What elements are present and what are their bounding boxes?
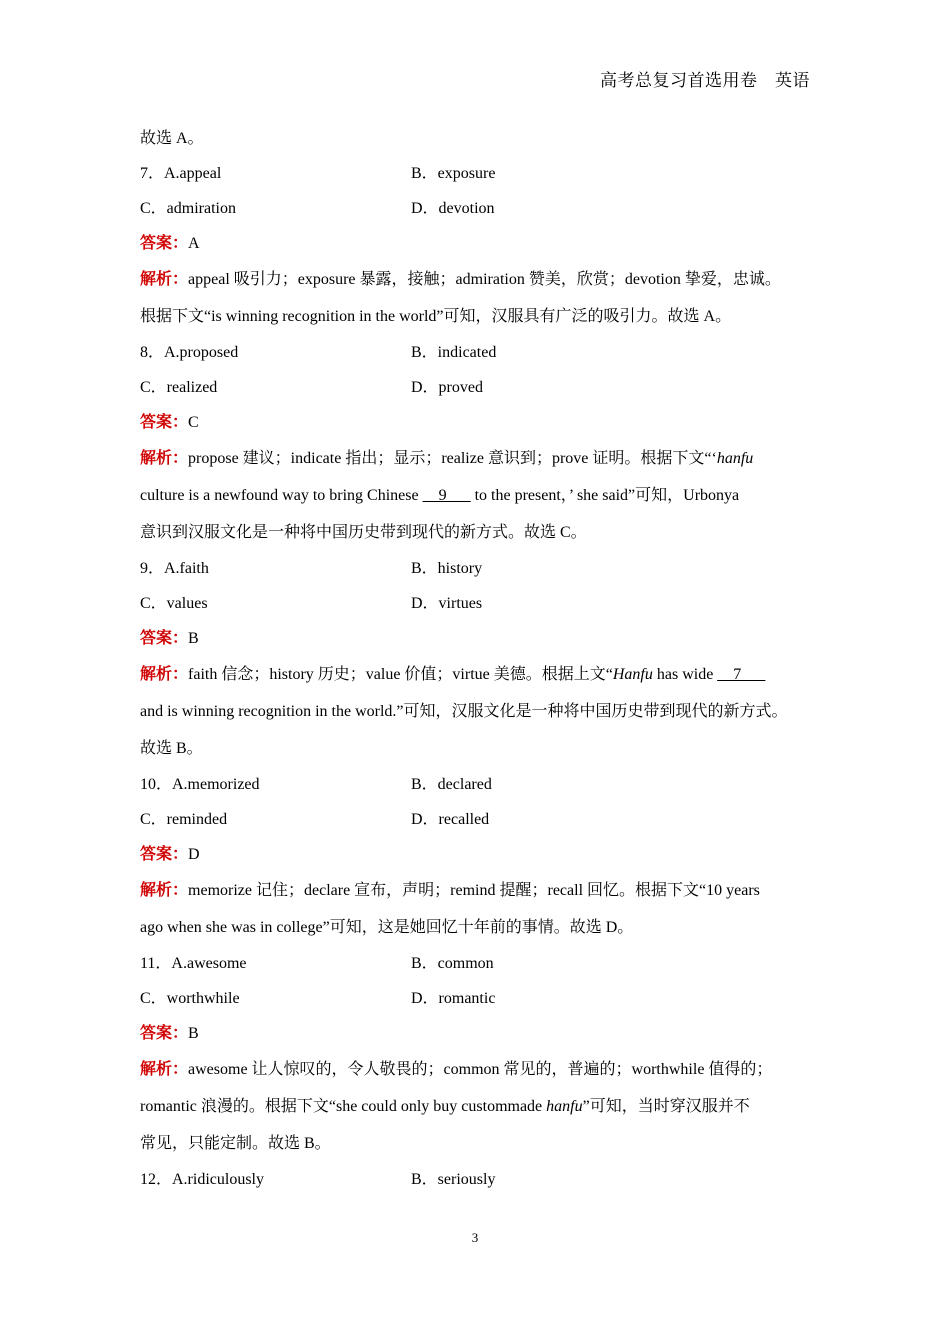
option-left: 9．A.faith	[140, 560, 209, 577]
text-segment: has wide	[652, 666, 718, 683]
option-left: C．values	[140, 595, 208, 612]
option-row	[140, 767, 820, 802]
option-row	[140, 370, 820, 405]
text-line: 意识到汉服文化是一种将中国历史带到现代的新方式。故选 C。	[140, 524, 587, 541]
analysis-line	[140, 440, 820, 477]
option-left: 11．A.awesome	[140, 955, 247, 972]
option-row	[140, 1162, 820, 1197]
analysis-label: 解析：	[140, 1061, 189, 1078]
text-line: 常见，只能定制。故选 B。	[140, 1135, 331, 1152]
option-left: C．admiration	[140, 200, 236, 217]
option-right: D．proved	[411, 379, 483, 396]
analysis-text: faith 信念；history 历史；value 价值；virtue 美德。根据上文“	[188, 666, 613, 683]
answer-label: 答案：	[140, 235, 189, 252]
answer-label: 答案：	[140, 630, 189, 647]
answer-label: 答案：	[140, 1025, 189, 1042]
option-right: D．virtues	[411, 595, 483, 612]
analysis-text: memorize 记住；declare 宣布，声明；remind 提醒；recall 回忆。根据下文“10 years	[188, 882, 760, 899]
option-left: C．realized	[140, 379, 218, 396]
option-right: B．seriously	[411, 1171, 496, 1188]
answer-value: B	[188, 630, 199, 647]
text-segment: to the present，’ she said”可知，Urbonya	[470, 487, 740, 504]
text-line: ago when she was in college”可知，这是她回忆十年前的事情。故选 D。	[140, 919, 634, 936]
option-row	[140, 335, 820, 370]
text-line: 根据下文“is winning recognition in the world”可知，汉服具有广泛的吸引力。故选 A。	[140, 308, 732, 325]
answer-label: 答案：	[140, 414, 189, 431]
option-row	[140, 156, 820, 191]
answer-value: C	[188, 414, 199, 431]
option-left: C．reminded	[140, 811, 228, 828]
document-body	[140, 121, 820, 1197]
option-left: 12．A.ridiculously	[140, 1171, 264, 1188]
answer-line	[140, 1016, 820, 1051]
analysis-label: 解析：	[140, 666, 189, 683]
option-right: D．devotion	[411, 200, 495, 217]
option-row	[140, 191, 820, 226]
page-header: 高考总复习首选用卷 英语	[600, 71, 810, 90]
option-row	[140, 551, 820, 586]
option-right: B．exposure	[411, 165, 496, 182]
option-left: C．worthwhile	[140, 990, 240, 1007]
text-line: and is winning recognition in the world.”可知，汉服文化是一种将中国历史带到现代的新方式。	[140, 703, 788, 720]
analysis-text: awesome 让人惊叹的，令人敬畏的；common 常见的，普遍的；worthwhile 值得的；	[188, 1061, 773, 1078]
answer-line	[140, 837, 820, 872]
option-left: 8．A.proposed	[140, 344, 239, 361]
analysis-label: 解析：	[140, 271, 189, 288]
analysis-text: appeal 吸引力；exposure 暴露，接触；admiration 赞美，欣赏；devotion 挚爱，忠诚。	[188, 271, 781, 288]
answer-line	[140, 405, 820, 440]
option-right: B．history	[411, 560, 483, 577]
fill-blank: __9___	[422, 487, 471, 504]
page-number: 3	[471, 1230, 479, 1245]
analysis-line	[140, 1051, 820, 1088]
answer-value: D	[188, 846, 200, 863]
text-line: 故选 A。	[140, 130, 204, 147]
analysis-text: propose 建议；indicate 指出；显示；realize 意识到；prove 证明。根据下文“‘	[188, 450, 717, 467]
analysis-label: 解析：	[140, 882, 189, 899]
option-row	[140, 586, 820, 621]
option-right: D．romantic	[411, 990, 496, 1007]
text-line	[140, 477, 820, 514]
option-row	[140, 802, 820, 837]
analysis-italic: Hanfu	[612, 666, 653, 683]
answer-line	[140, 226, 820, 261]
answer-value: B	[188, 1025, 199, 1042]
text-line	[140, 1088, 820, 1125]
analysis-label: 解析：	[140, 450, 189, 467]
option-right: D．recalled	[411, 811, 490, 828]
text-segment: culture is a newfound way to bring Chinese	[140, 487, 423, 504]
analysis-line	[140, 656, 820, 693]
answer-value: A	[188, 235, 200, 252]
option-left: 7．A.appeal	[140, 165, 222, 182]
option-right: B．declared	[411, 776, 492, 793]
option-right: B．indicated	[411, 344, 497, 361]
option-row	[140, 981, 820, 1016]
option-row	[140, 946, 820, 981]
fill-blank: __7___	[717, 666, 766, 683]
analysis-line	[140, 872, 820, 909]
text-line: 故选 B。	[140, 740, 203, 757]
answer-label: 答案：	[140, 846, 189, 863]
text-segment: romantic 浪漫的。根据下文“she could only buy custommade	[140, 1098, 547, 1115]
answer-line	[140, 621, 820, 656]
analysis-line	[140, 261, 820, 298]
text-segment: ”可知，当时穿汉服并不	[582, 1098, 750, 1115]
text-italic: hanfu	[546, 1098, 583, 1115]
option-left: 10．A.memorized	[140, 776, 260, 793]
option-right: B．common	[411, 955, 494, 972]
analysis-italic: hanfu	[716, 450, 754, 467]
